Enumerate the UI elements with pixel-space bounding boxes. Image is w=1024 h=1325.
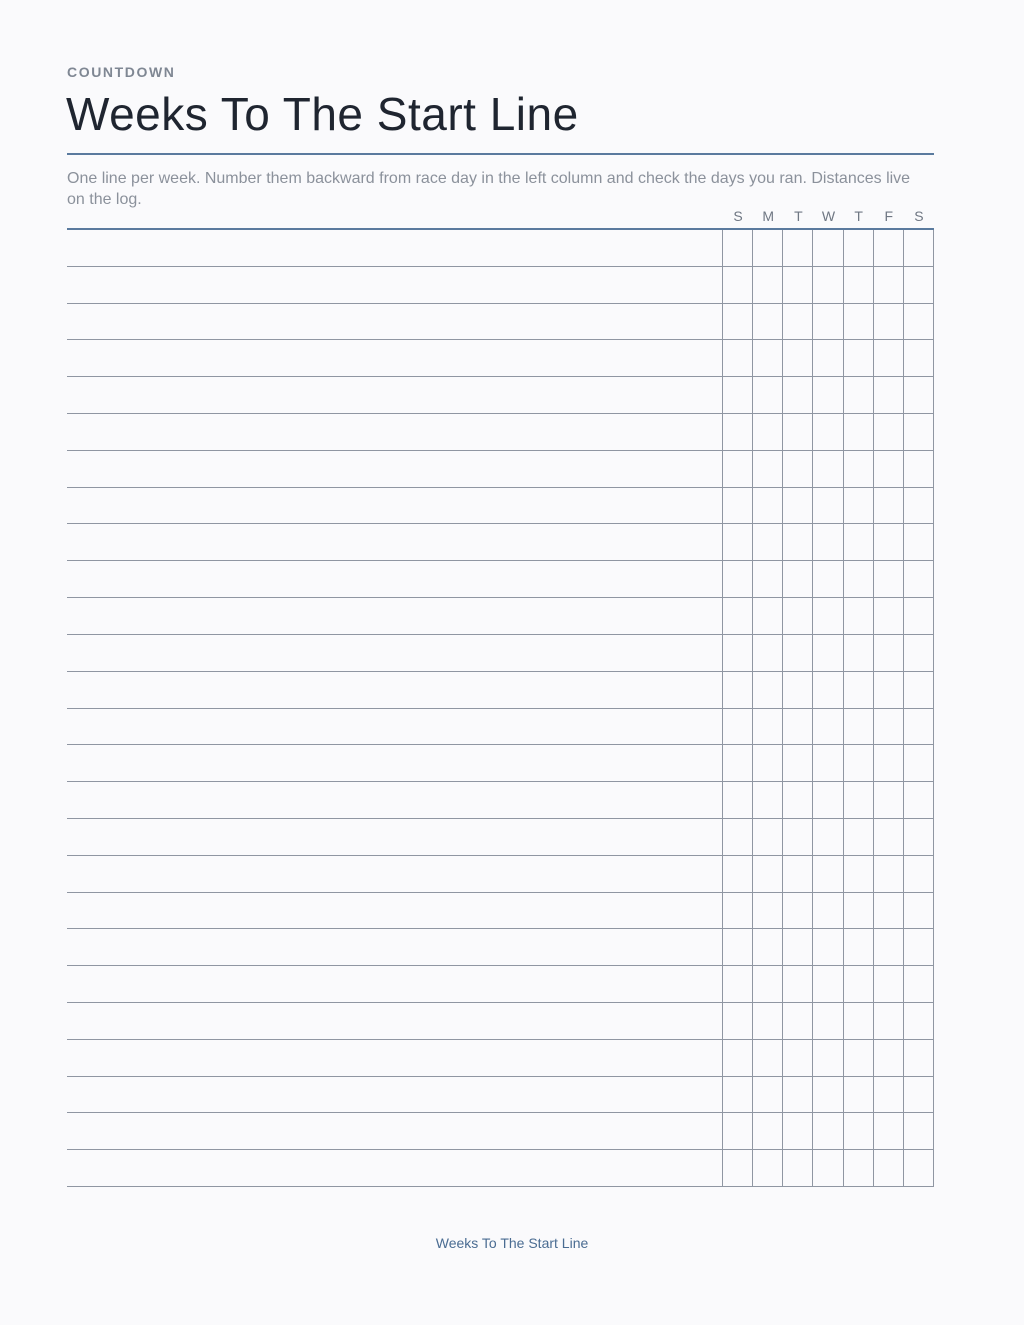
week-grid-lines (67, 230, 934, 1187)
day-header-sun: S (733, 208, 743, 224)
eyebrow-label: COUNTDOWN (67, 64, 176, 80)
day-headers (723, 206, 934, 226)
intro-text: One line per week. Number them backward from race day in the left column and check the days you ran. Distances live on the log. (67, 170, 911, 208)
day-header-sat: S (914, 208, 924, 224)
day-header-mon: M (762, 208, 775, 224)
title-divider (67, 153, 934, 155)
week-grid[interactable] (67, 230, 934, 1187)
day-header-thu: T (854, 208, 863, 224)
day-header-wed: W (821, 208, 836, 224)
footer-text: Weeks To The Start Line (435, 1235, 589, 1251)
day-header-tue: T (794, 208, 803, 224)
page-title: Weeks To The Start Line (66, 88, 579, 140)
day-header-fri: F (884, 208, 894, 224)
